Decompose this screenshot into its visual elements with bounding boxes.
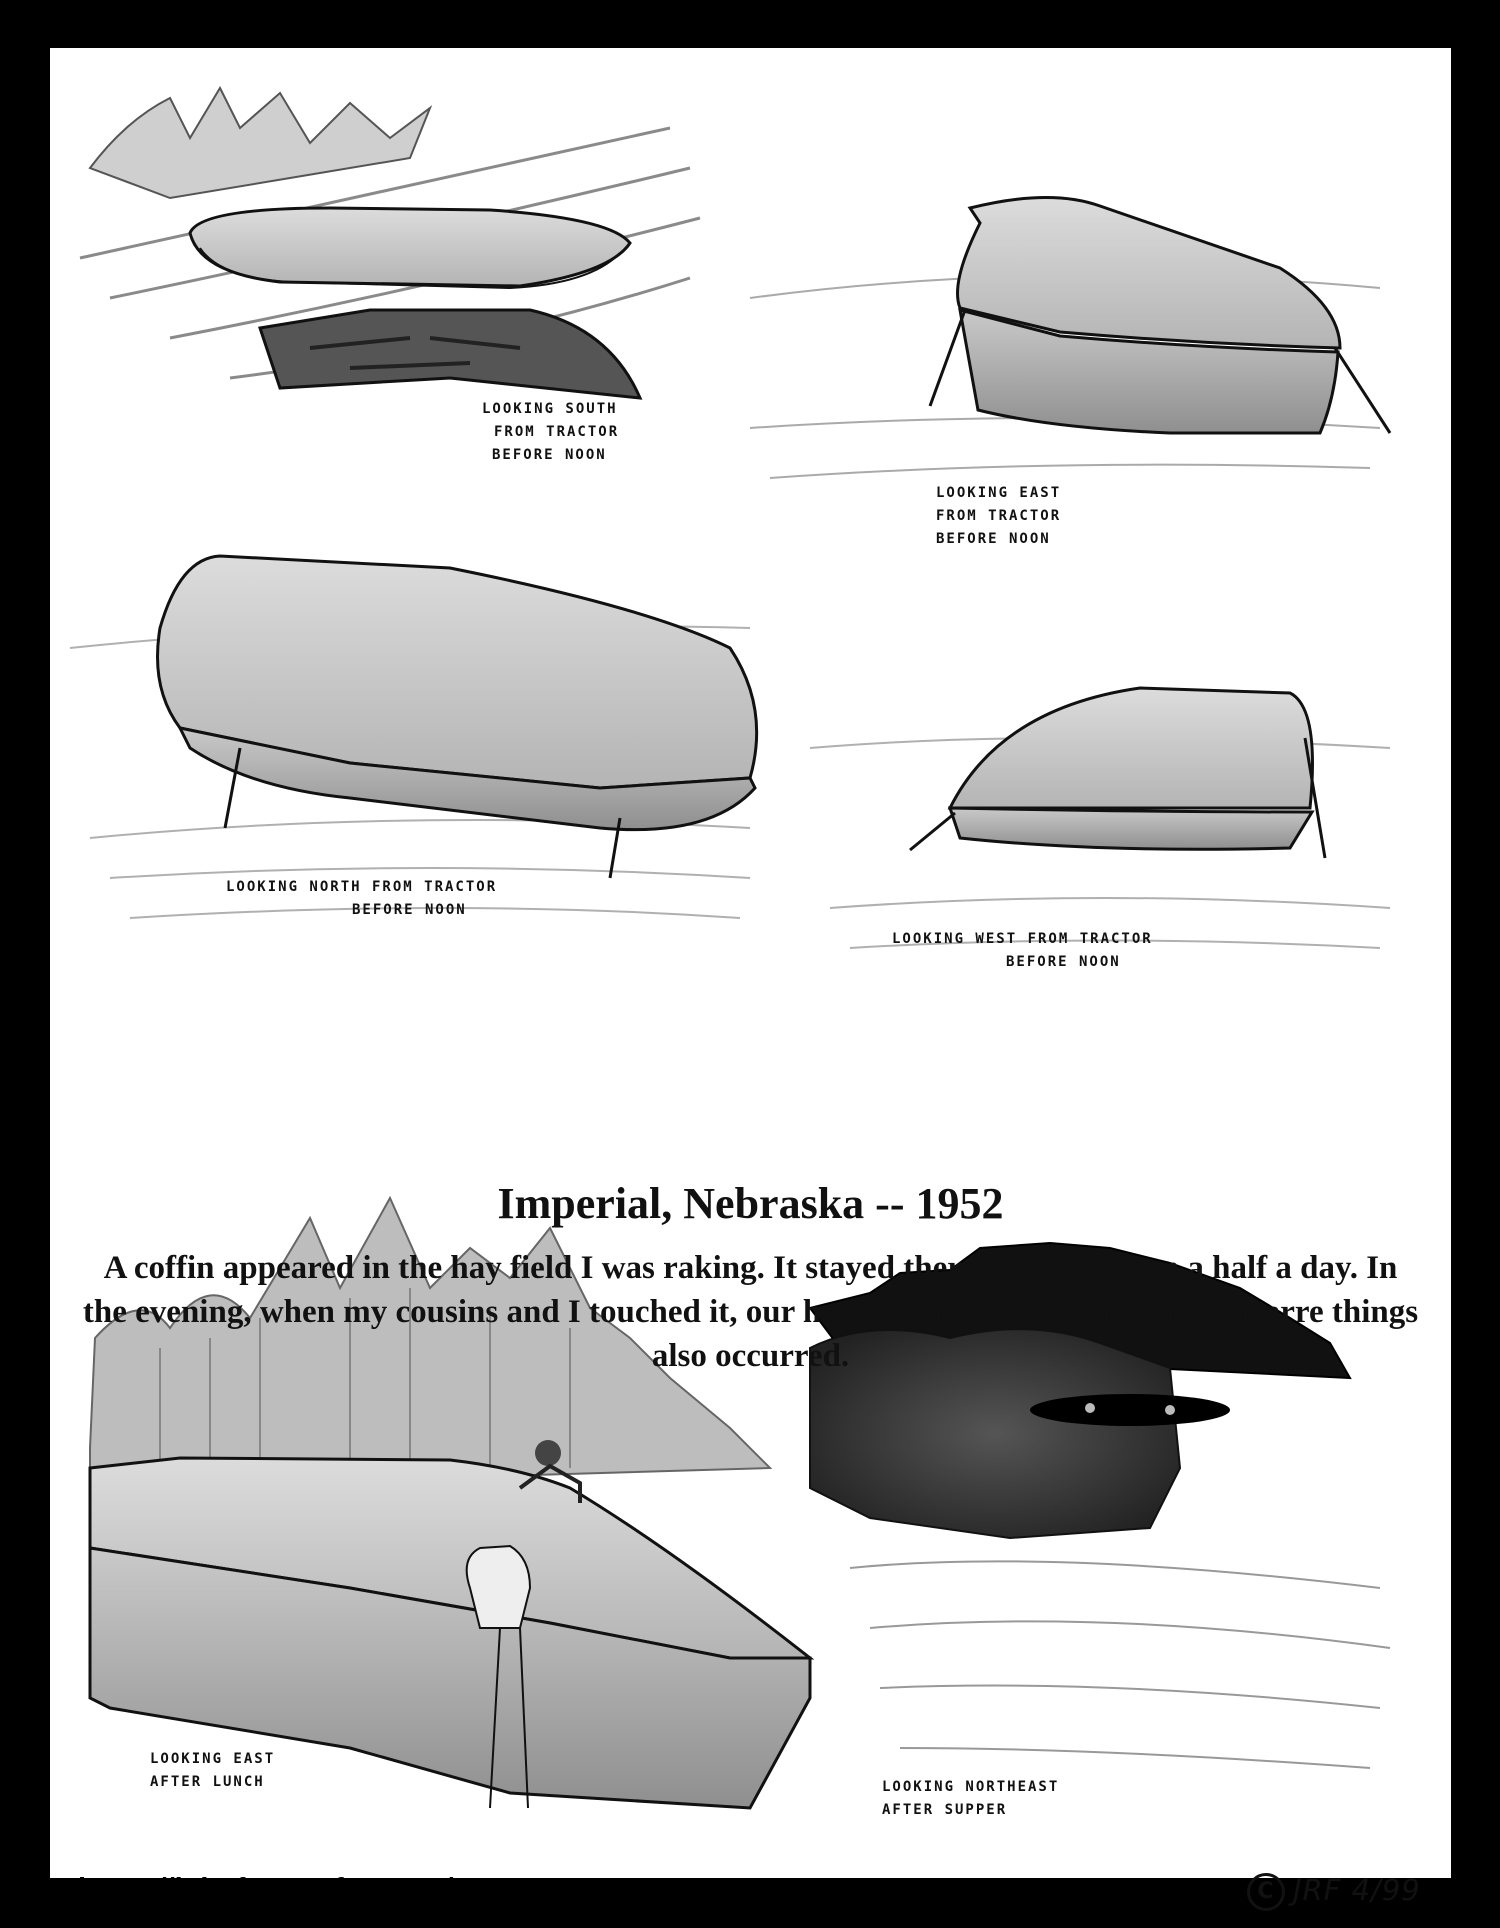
page-title: Imperial, Nebraska -- 1952 (497, 1179, 1004, 1228)
caption-west: LOOKING WEST FROM TRACTOR BEFORE NOON (892, 931, 1153, 970)
signature-text: JRF 4/99 (1293, 1873, 1421, 1907)
caption-east-noon: LOOKING EAST FROM TRACTOR BEFORE NOON (936, 485, 1062, 547)
drawing-page (50, 48, 1451, 1907)
copyright-icon: C (1247, 1873, 1285, 1911)
caption-north: LOOKING NORTH FROM TRACTOR BEFORE NOON (226, 879, 498, 918)
caption-northeast: LOOKING NORTHEAST AFTER SUPPER (882, 1779, 1060, 1818)
coffin-sketch-west (810, 688, 1390, 948)
ufo-cigar-object (1030, 1394, 1230, 1426)
coffin-sketch-east-noon (750, 197, 1390, 478)
caption-south: LOOKING SOUTH FROM TRACTOR BEFORE NOON (482, 401, 620, 463)
coffin-sketch-north (70, 556, 757, 918)
pencil-sketches (50, 48, 1451, 1878)
artist-signature (1247, 1873, 1421, 1911)
coffin-sketch-south (80, 88, 700, 398)
website-url: https://johnfosterufos.com/ (78, 1873, 454, 1905)
caption-east-lunch: LOOKING EAST AFTER LUNCH (150, 1751, 276, 1790)
story-caption: A coffin appeared in the hay field I was raking. It stayed there for more than a half a day. In the evening, when my cousins and I touched it, our hands went through it. Other bizarre things also occurred. (82, 1250, 1419, 1374)
